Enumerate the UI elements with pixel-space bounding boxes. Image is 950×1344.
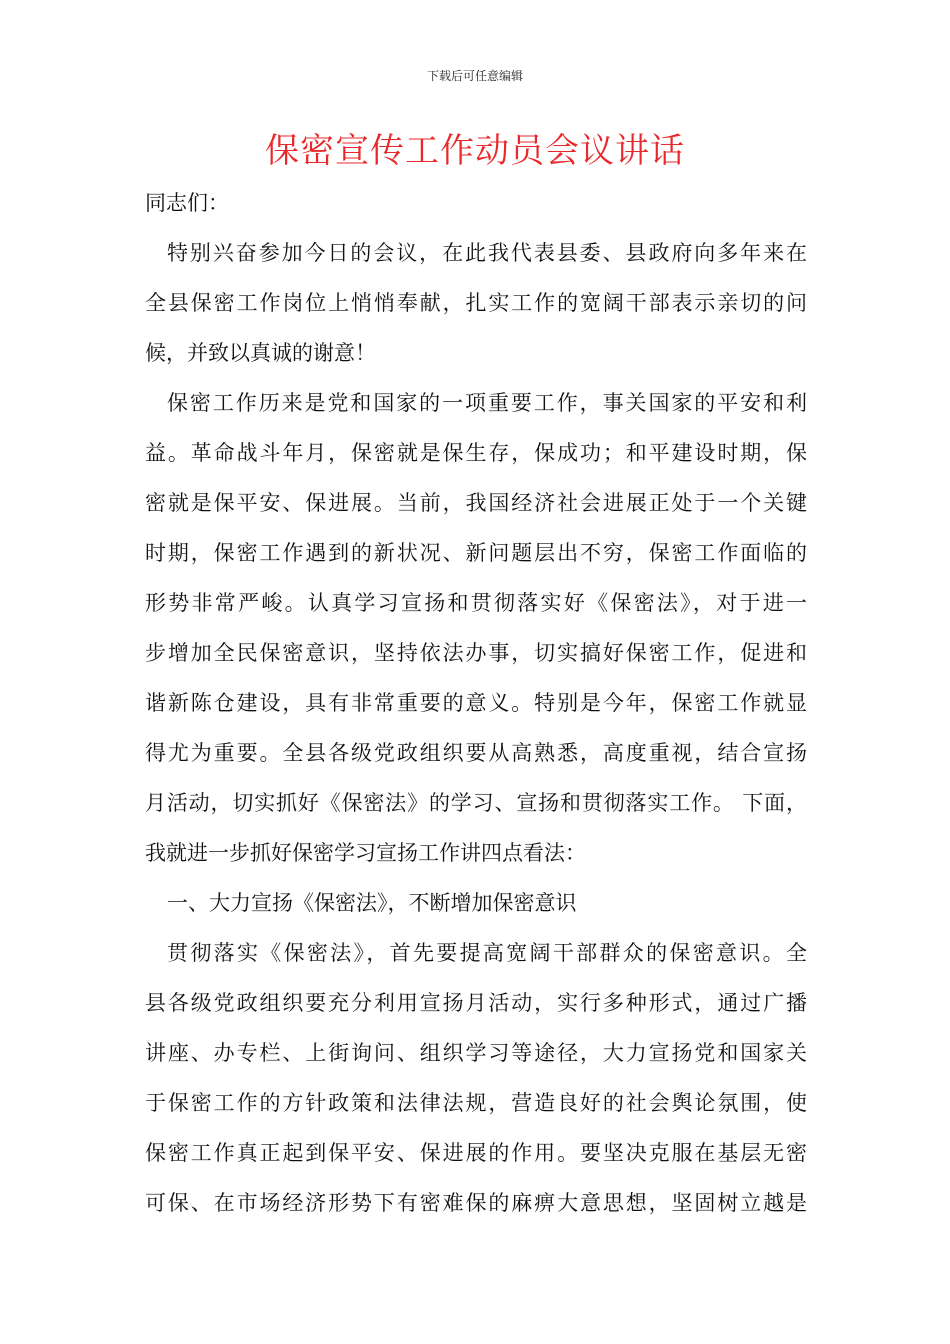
- paragraph-line: 谐新陈仓建设，具有非常重要的意义。特别是今年，保密工作就显: [145, 691, 807, 715]
- document-title: 保密宣传工作动员会议讲话: [265, 131, 685, 171]
- document-body: [145, 178, 807, 1228]
- paragraph-line: 步增加全民保密意识，坚持依法办事，切实搞好保密工作，促进和: [145, 641, 807, 665]
- paragraph-line: 贯彻落实《保密法》，首先要提高宽阔干部群众的保密意识。全: [167, 941, 807, 965]
- paragraph-line: 全县保密工作岗位上悄悄奉献，扎实工作的宽阔干部表示亲切的问: [145, 291, 807, 315]
- paragraph-line: 我就进一步抓好保密学习宣扬工作讲四点看法：: [145, 841, 586, 865]
- paragraph-line: 县各级党政组织要充分利用宣扬月活动，实行多种形式，通过广播: [145, 991, 807, 1015]
- paragraph-line: 讲座、办专栏、上街询问、组织学习等途径，大力宣扬党和国家关: [145, 1041, 807, 1065]
- paragraph-line: 时期，保密工作遇到的新状况、新问题层出不穷，保密工作面临的: [145, 541, 807, 565]
- paragraph-line: 候，并致以真诚的谢意！: [145, 341, 376, 365]
- header-note: 下载后可任意编辑: [426, 69, 523, 83]
- section-heading: 一、大力宣扬《保密法》，不断增加保密意识: [167, 891, 577, 915]
- paragraph-line: 保密工作真正起到保平安、保进展的作用。要坚决克服在基层无密: [145, 1141, 807, 1165]
- paragraph-line: 于保密工作的方针政策和法律法规，营造良好的社会舆论氛围，使: [145, 1091, 807, 1115]
- paragraph-line: 形势非常严峻。认真学习宣扬和贯彻落实好《保密法》，对于进一: [145, 591, 807, 615]
- paragraph-line: 特别兴奋参加今日的会议，在此我代表县委、县政府向多年来在: [167, 241, 807, 265]
- paragraph-line: 保密工作历来是党和国家的一项重要工作，事关国家的平安和利: [167, 391, 807, 415]
- paragraph-line: 得尤为重要。全县各级党政组织要从高熟悉，高度重视，结合宣扬: [145, 741, 807, 765]
- salutation: 同志们：: [145, 191, 229, 215]
- paragraph-line: 密就是保平安、保进展。当前，我国经济社会进展正处于一个关键: [145, 491, 807, 515]
- paragraph-line: 可保、在市场经济形势下有密难保的麻痹大意思想，坚固树立越是: [145, 1191, 807, 1215]
- paragraph-line: 益。革命战斗年月，保密就是保生存，保成功；和平建设时期，保: [145, 441, 807, 465]
- paragraph-line: 月活动，切实抓好《保密法》的学习、宣扬和贯彻落实工作。 下面，: [145, 791, 807, 815]
